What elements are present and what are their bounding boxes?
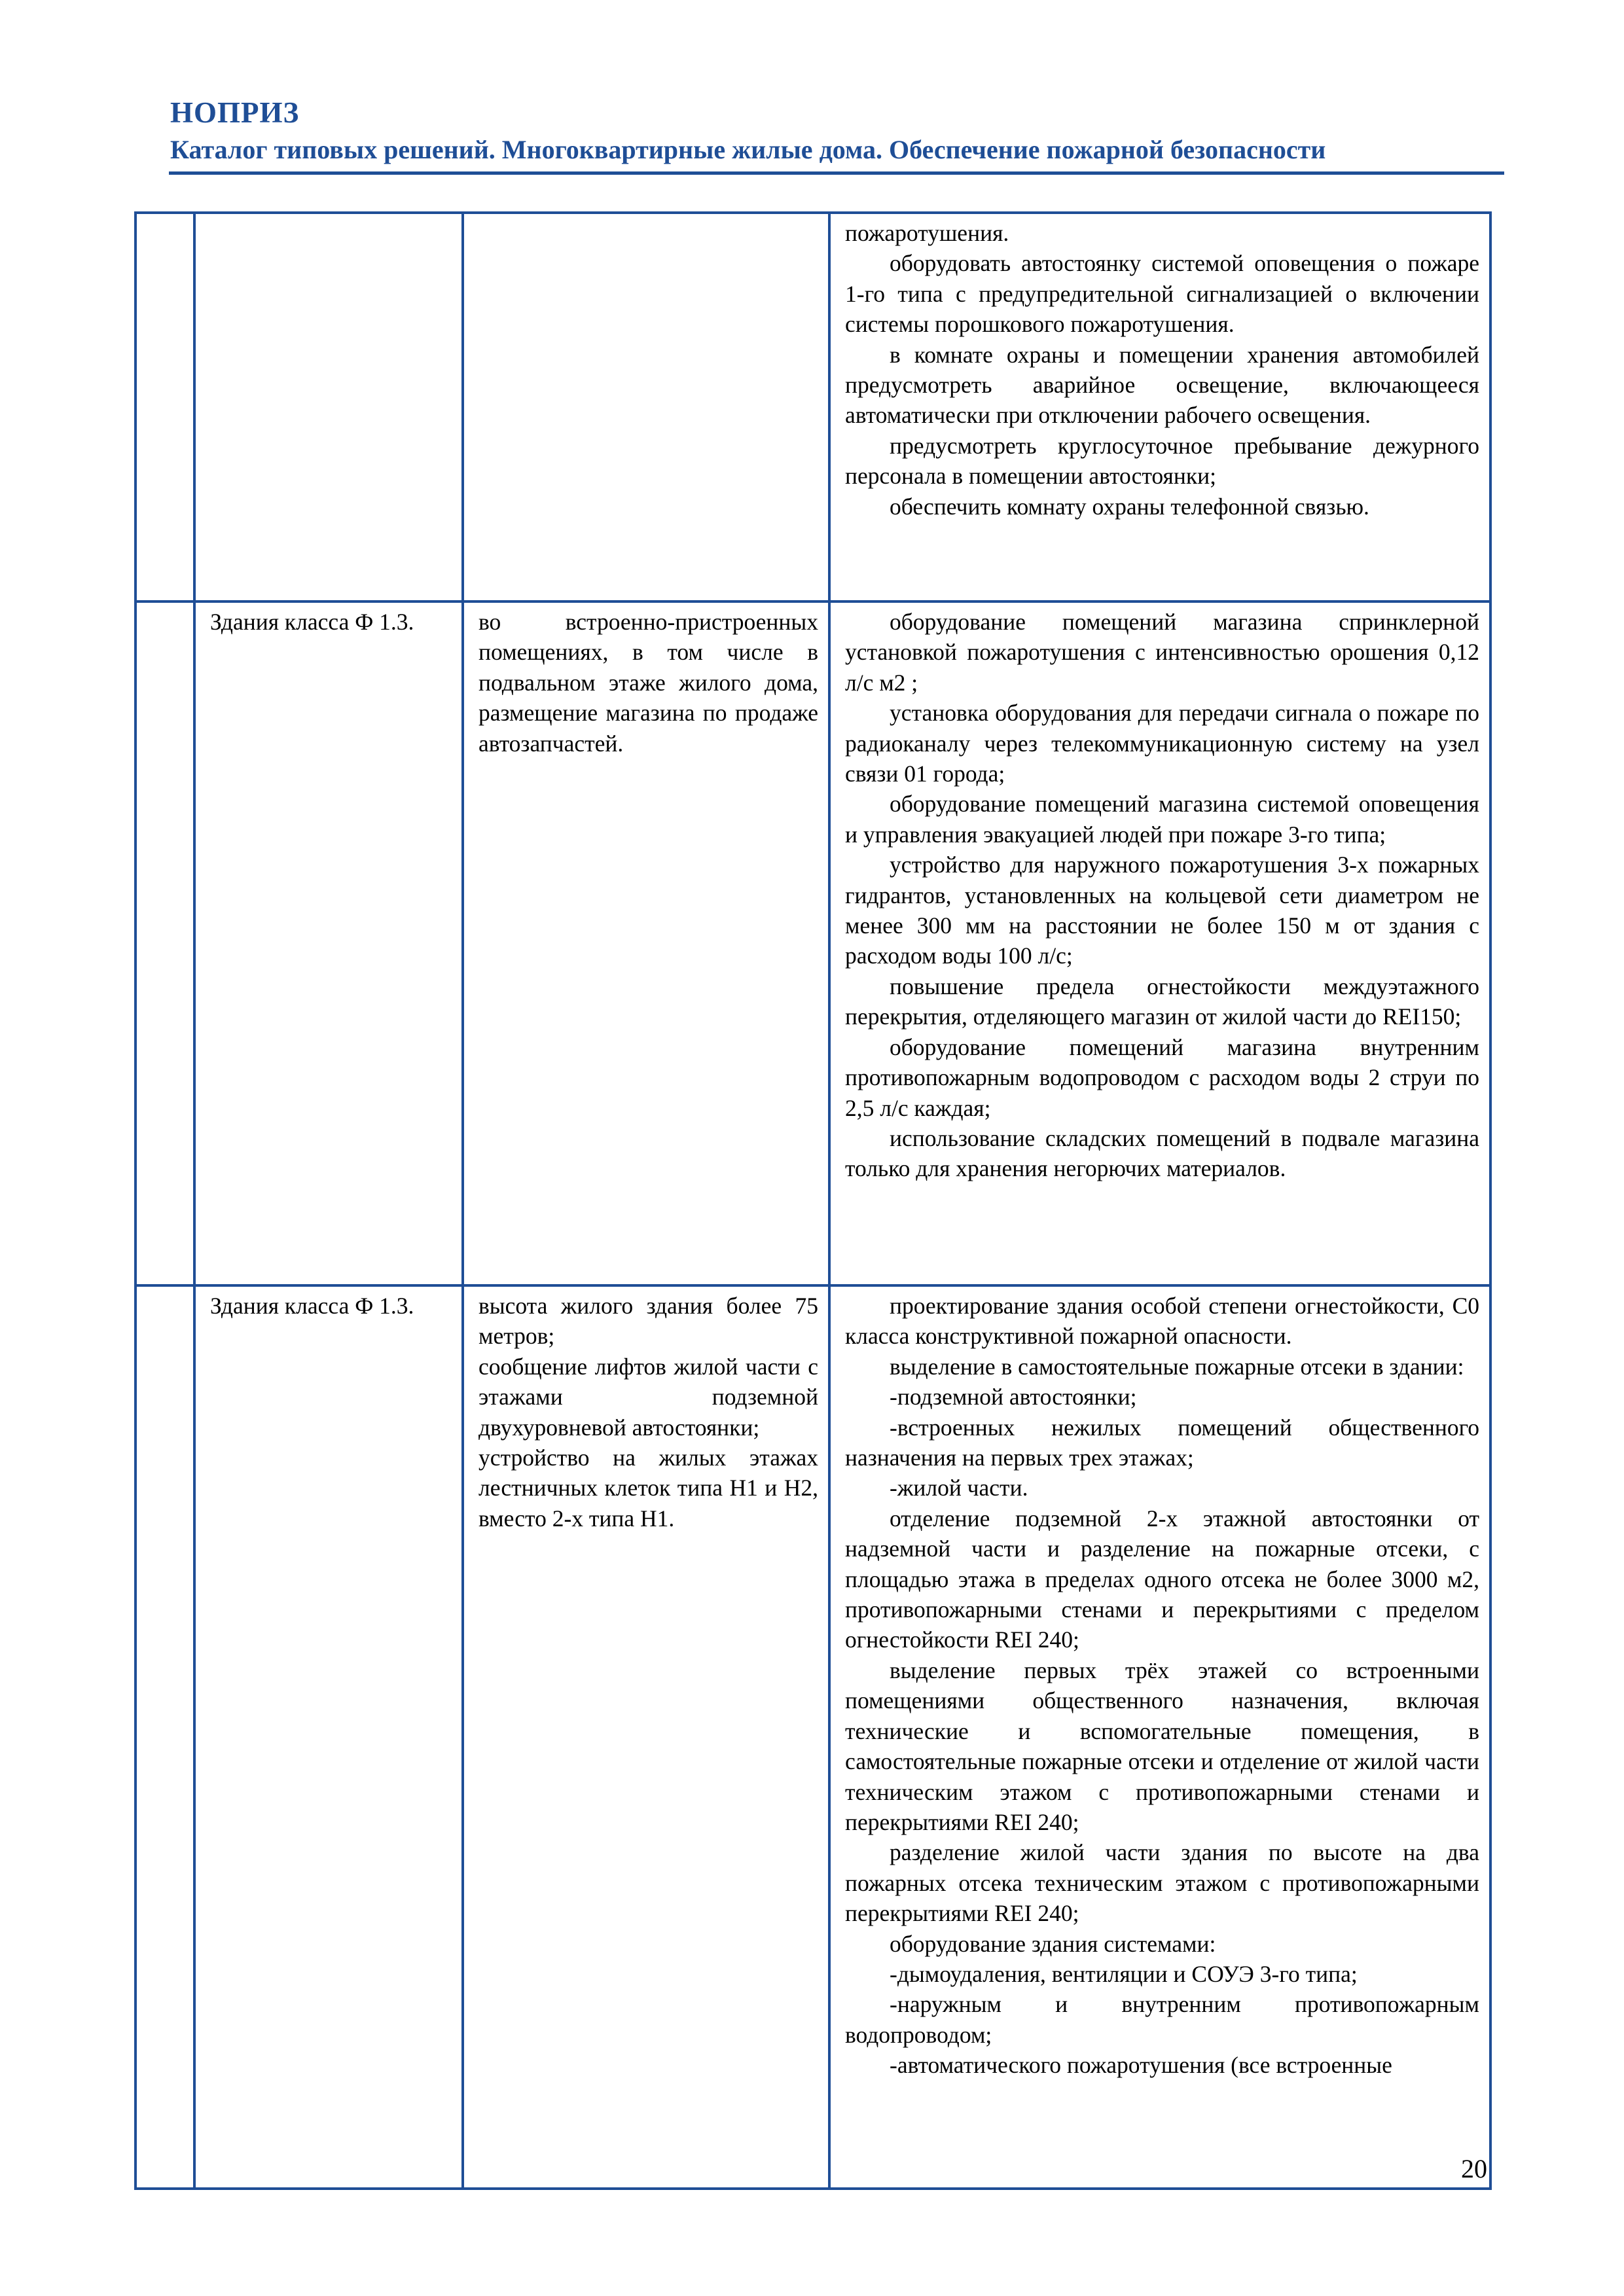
measure-paragraph: отделение подземной 2-х этажной автостоянки от надземной части и разделение на пожарные отсеки, с площадью этажа в пределах одного отсека не более 3000 м2, противопожарными стенами и перекрытиями с пределом огнестойкости REI 240; bbox=[845, 1505, 1479, 1653]
measure-paragraph: выделение в самостоятельные пожарные отсеки в здании: bbox=[890, 1353, 1464, 1380]
measure-paragraph: -встроенных нежилых помещений общественного назначения на первых трех этажах; bbox=[845, 1414, 1479, 1471]
measure-paragraph: установка оборудования для передачи сигнала о пожаре по радиоканалу через телекоммуникационную систему на узел связи 01 города; bbox=[845, 700, 1479, 787]
measure-paragraph: оборудование помещений магазина спринклерной установкой пожаротушения с интенсивностью орошения 0,12 л/с м2 ; bbox=[845, 609, 1479, 696]
condition-paragraph: сообщение лифтов жилой части с этажами подземной двухуровневой автостоянки; bbox=[478, 1353, 818, 1441]
conditions-cell bbox=[463, 1285, 829, 2189]
table-row bbox=[135, 601, 1490, 1285]
building-class-cell bbox=[194, 601, 463, 1285]
measure-paragraph: -жилой части. bbox=[890, 1475, 1028, 1501]
measure-paragraph: устройство для наружного пожаротушения 3-х пожарных гидрантов, установленных на кольцевой сети диаметром не менее 300 мм на расстоянии не более 150 м от здания с расходом воды 100 л/с; bbox=[845, 852, 1479, 969]
conditions-cell bbox=[463, 213, 829, 601]
building-class-cell bbox=[194, 1285, 463, 2189]
header-org: НОПРИЗ bbox=[170, 96, 300, 129]
measure-paragraph: оборудование здания системами: bbox=[890, 1930, 1216, 1957]
building-class-cell bbox=[194, 213, 463, 601]
measure-paragraph: -подземной автостоянки; bbox=[890, 1384, 1137, 1410]
measure-paragraph: пожаротушения. bbox=[845, 220, 1009, 246]
measure-paragraph: оборудование помещений магазина системой оповещения и управления эвакуацией людей при пожаре 3-го типа; bbox=[845, 791, 1479, 848]
header-rule bbox=[169, 171, 1504, 175]
table-row bbox=[135, 213, 1490, 601]
fire-safety-table bbox=[134, 211, 1492, 2190]
building-class-text: Здания класса Ф 1.3. bbox=[210, 609, 414, 635]
measure-paragraph: оборудование помещений магазина внутренним противопожарным водопроводом с расходом воды 2 струи по 2,5 л/с каждая; bbox=[845, 1033, 1479, 1121]
measures-cell bbox=[829, 601, 1490, 1285]
measure-paragraph: предусмотреть круглосуточное пребывание дежурного персонала в помещении автостоянки; bbox=[845, 432, 1479, 490]
measure-paragraph: разделение жилой части здания по высоте на два пожарных отсека техническим этажом с противопожарными перекрытиями REI 240; bbox=[845, 1839, 1479, 1927]
measure-paragraph: -дымоудаления, вентиляции и СОУЭ 3-го типа; bbox=[890, 1960, 1358, 1987]
condition-paragraph: высота жилого здания более 75 метров; bbox=[478, 1293, 818, 1350]
row-number-cell bbox=[135, 601, 194, 1285]
header-subtitle: Каталог типовых решений. Многоквартирные жилые дома. Обеспечение пожарной безопасности bbox=[170, 135, 1326, 164]
page-number: 20 bbox=[1461, 2154, 1487, 2183]
measures-cell bbox=[829, 1285, 1490, 2189]
building-class-text: Здания класса Ф 1.3. bbox=[210, 1293, 414, 1319]
row-number-cell bbox=[135, 1285, 194, 2189]
measure-paragraph: в комнате охраны и помещении хранения автомобилей предусмотреть аварийное освещение, включающееся автоматически при отключении рабочего освещения. bbox=[845, 341, 1479, 429]
measure-paragraph: использование складских помещений в подвале магазина только для хранения негорючих материалов. bbox=[845, 1124, 1479, 1182]
measure-paragraph: обеспечить комнату охраны телефонной связью. bbox=[890, 493, 1369, 520]
measure-paragraph: проектирование здания особой степени огнестойкости, С0 класса конструктивной пожарной опасности. bbox=[845, 1293, 1479, 1350]
measure-paragraph: -автоматического пожаротушения (все встроенные bbox=[890, 2052, 1392, 2079]
table-row bbox=[135, 1285, 1490, 2189]
row-number-cell bbox=[135, 213, 194, 601]
conditions-cell bbox=[463, 601, 829, 1285]
condition-paragraph: во встроенно-пристроенных помещениях, в том числе в подвальном этаже жилого дома, размещение магазина по продаже автозапчастей. bbox=[478, 609, 818, 757]
measure-paragraph: -наружным и внутренним противопожарным водопроводом; bbox=[845, 1991, 1479, 2048]
measures-cell bbox=[829, 213, 1490, 601]
measure-paragraph: повышение предела огнестойкости междуэтажного перекрытия, отделяющего магазин от жилой части до REI150; bbox=[845, 973, 1479, 1030]
measure-paragraph: оборудовать автостоянку системой оповещения о пожаре 1-го типа с предупредительной сигнализацией о включении системы порошкового пожаротушения. bbox=[845, 250, 1479, 338]
measure-paragraph: выделение первых трёх этажей со встроенными помещениями общественного назначения, включая технические и вспомогательные помещения, в самостоятельные пожарные отсеки и отделение от жилой части техническим этажом с противопожарными стенами и перекрытиями REI 240; bbox=[845, 1657, 1479, 1835]
condition-paragraph: устройство на жилых этажах лестничных клеток типа Н1 и Н2, вместо 2-х типа Н1. bbox=[478, 1444, 818, 1532]
